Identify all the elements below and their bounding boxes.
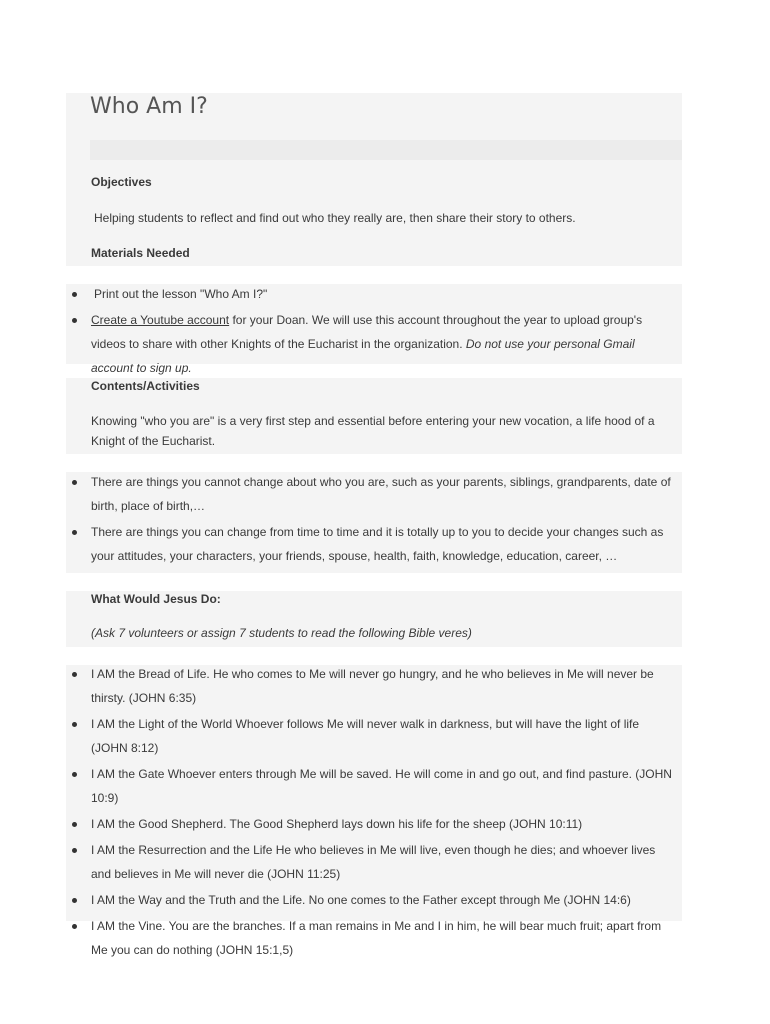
material-note: Do not use your personal Gmail account to sign up.: [91, 337, 635, 375]
list-item: [91, 470, 673, 518]
list-item: [91, 308, 673, 380]
bullet-icon: [72, 848, 77, 853]
objectives-heading: Objectives: [91, 175, 152, 189]
verse-text: I AM the Gate Whoever enters through Me will be saved. He will come in and go out, and find pasture. (JOHN 10:9): [91, 767, 672, 805]
list-item: [91, 762, 673, 810]
list-item: [91, 712, 673, 760]
contents-list: [91, 470, 673, 568]
bullet-icon: [72, 318, 77, 323]
verse-text: I AM the Resurrection and the Life He who believes in Me will live, even though he dies; and whoever lives and believes in Me will never die (JOHN 11:25): [91, 843, 656, 881]
verse-text: I AM the Light of the World Whoever follows Me will never walk in darkness, but will have the light of life (JOHN 8:12): [91, 717, 640, 755]
title-divider: [90, 140, 682, 160]
bullet-icon: [72, 292, 77, 297]
list-item: [91, 888, 673, 912]
list-item: [91, 838, 673, 886]
verse-text: I AM the Bread of Life. He who comes to Me will never go hungry, and he who believes in Me will never be thirsty. (JOHN 6:35): [91, 667, 654, 705]
bullet-icon: [72, 672, 77, 677]
jesus-heading: What Would Jesus Do:: [91, 592, 221, 606]
bullet-icon: [72, 772, 77, 777]
bullet-icon: [72, 924, 77, 929]
bullet-icon: [72, 480, 77, 485]
verse-text: I AM the Good Shepherd. The Good Shepherd lays down his life for the sheep (JOHN 10:11): [91, 817, 583, 831]
list-item: [91, 914, 673, 962]
bullet-icon: [72, 722, 77, 727]
objectives-text: Helping students to reflect and find out who they really are, then share their story to others.: [94, 211, 576, 225]
verse-text: I AM the Way and the Truth and the Life. No one comes to the Father except through Me (JOHN 14:6): [91, 893, 631, 907]
list-item: [91, 662, 673, 710]
bullet-icon: [72, 530, 77, 535]
material-text: Print out the lesson "Who Am I?": [94, 287, 268, 301]
list-item: [91, 282, 673, 306]
create-youtube-account-link[interactable]: Create a Youtube account: [91, 313, 230, 327]
page-title: Who Am I?: [90, 94, 208, 119]
bullet-icon: [72, 822, 77, 827]
bullet-icon: [72, 898, 77, 903]
jesus-instruction: (Ask 7 volunteers or assign 7 students to read the following Bible veres): [91, 626, 472, 640]
list-item-text: There are things you can change from time to time and it is totally up to you to decide your changes such as your attitudes, your characters, your friends, spouse, health, faith, knowledge, education, career, …: [91, 525, 664, 563]
list-item-text: There are things you cannot change about who you are, such as your parents, siblings, grandparents, date of birth, place of birth,…: [91, 475, 671, 513]
material-text: for your Doan. We will use this account throughout the year to upload group's videos to share with other Knights of the Eucharist in the organization.: [91, 313, 643, 351]
list-item: [91, 520, 673, 568]
contents-text: Knowing "who you are" is a very first step and essential before entering your new vocation, a life hood of a Knight of the Eucharist.: [91, 414, 655, 448]
materials-heading: Materials Needed: [91, 246, 190, 260]
materials-list: [91, 282, 673, 380]
verses-list: [91, 662, 673, 962]
contents-heading: Contents/Activities: [91, 379, 200, 393]
list-item: [91, 812, 673, 836]
verse-text: I AM the Vine. You are the branches. If a man remains in Me and I in him, he will bear much fruit; apart from Me you can do nothing (JOHN 15:1,5): [91, 919, 662, 957]
